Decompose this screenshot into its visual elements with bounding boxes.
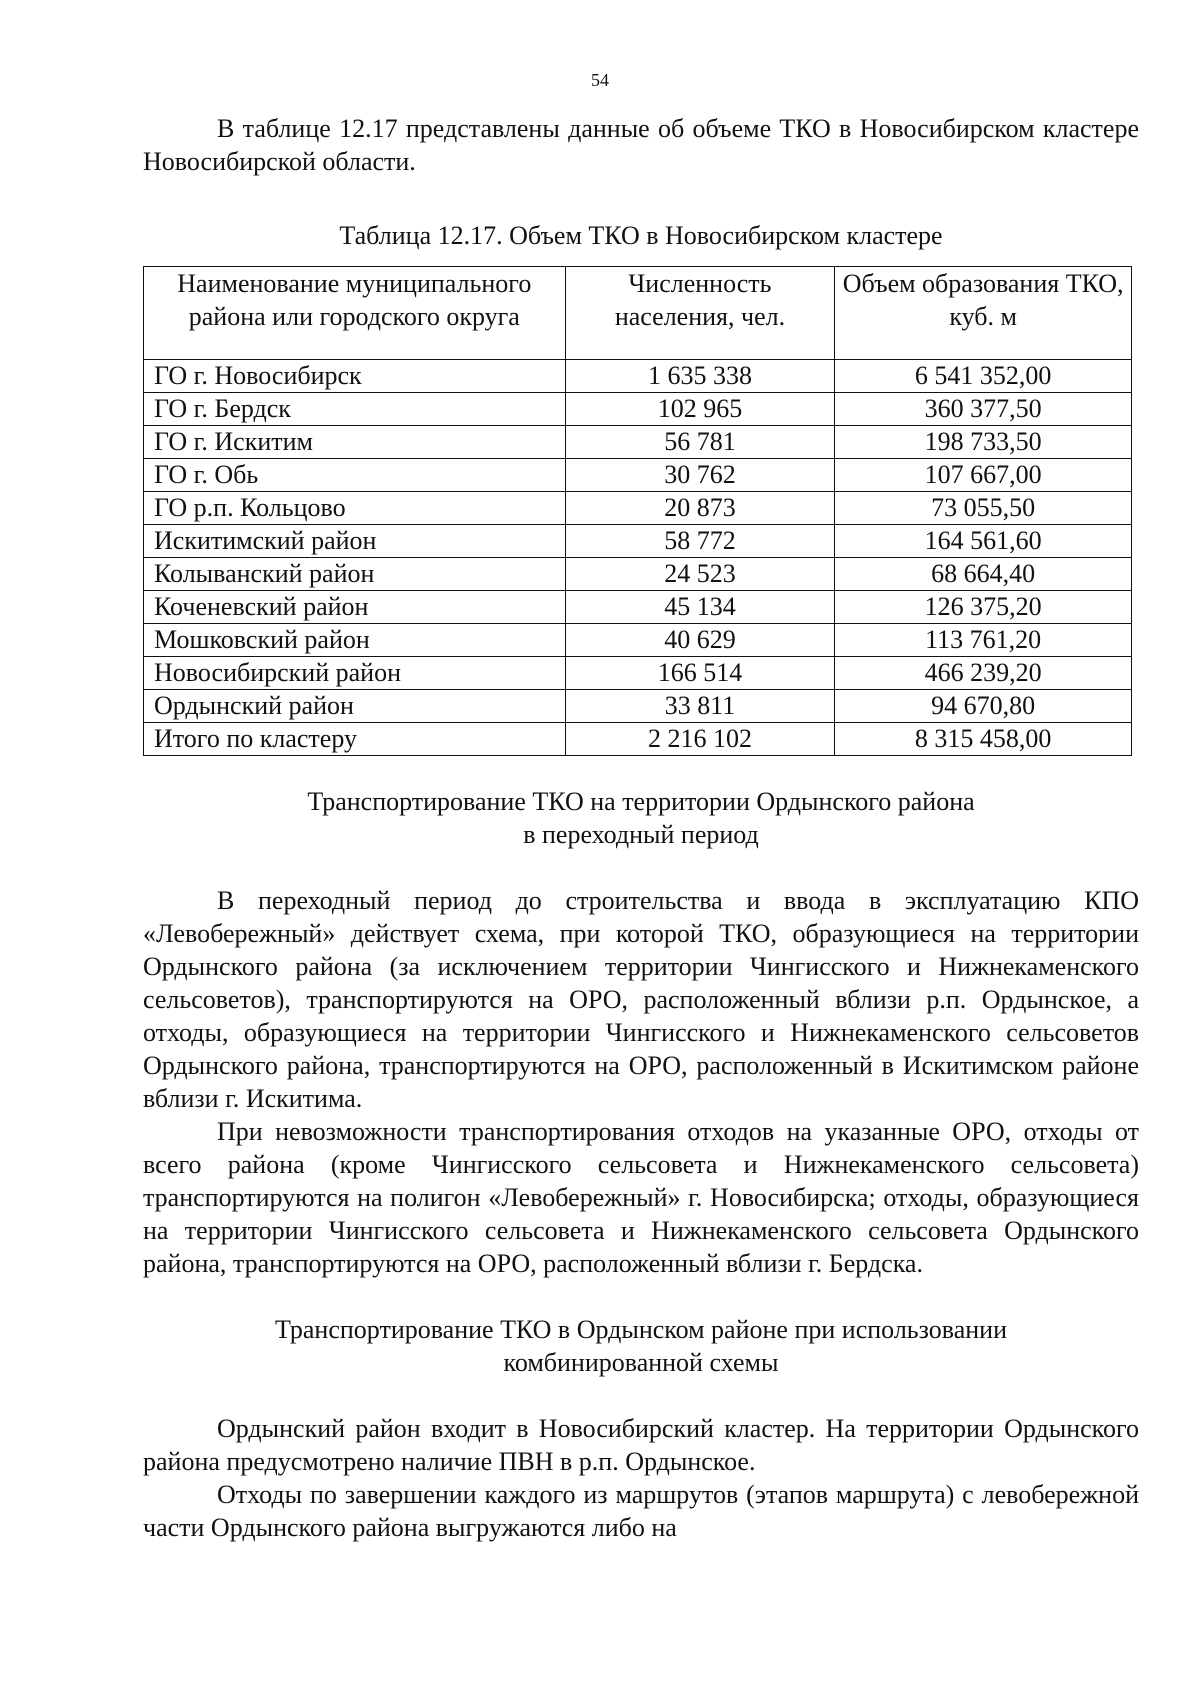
tko-volume-cell: 107 667,00 — [835, 459, 1132, 492]
body-paragraph: Отходы по завершении каждого из маршрутов (этапов маршрута) с левобережной части Ордынского района выгружаются либо на — [143, 1480, 1139, 1542]
population-cell: 56 781 — [565, 426, 835, 459]
column-header-tko-volume: Объем образования ТКО, куб. м — [835, 267, 1132, 360]
population-cell: 24 523 — [565, 558, 835, 591]
district-name-cell: Ордынский район — [144, 690, 566, 723]
body-paragraph: В переходный период до строительства и ввода в эксплуатацию КПО «Левобережный» действует схема, при которой ТКО, образующиеся на территории Ордынского района (за исключением территории Чингисского и Нижнекаменского сельсоветов), транспортируются на ОРО, расположенный вблизи р.п. Ордынское, а отходы, образующиеся на территории Чингисского и Нижнекаменского сельсоветов Ордынского района, транспортируются на ОРО, расположенный в Искитимском районе вблизи г. Искитима. — [143, 886, 1139, 1113]
section-heading-combined-scheme — [143, 1313, 1139, 1379]
column-header-population: Численность населения, чел. — [565, 267, 835, 360]
table-row — [144, 591, 1132, 624]
section-heading-transitional — [143, 785, 1139, 851]
table-total-row — [144, 723, 1132, 756]
tko-volume-cell: 73 055,50 — [835, 492, 1132, 525]
population-cell: 166 514 — [565, 657, 835, 690]
population-cell: 30 762 — [565, 459, 835, 492]
population-cell: 1 635 338 — [565, 360, 835, 393]
population-cell: 20 873 — [565, 492, 835, 525]
population-cell: 102 965 — [565, 393, 835, 426]
tko-volume-cell: 164 561,60 — [835, 525, 1132, 558]
district-name-cell: ГО г. Бердск — [144, 393, 566, 426]
body-paragraph: При невозможности транспортирования отходов на указанные ОРО, отходы от всего района (кроме Чингисского сельсовета и Нижнекаменского сельсовета) транспортируются на полигон «Левобережный» г. Новосибирска; отходы, образующиеся на территории Чингисского сельсовета и Нижнекаменского сельсовета Ордынского района, транспортируются на ОРО, расположенный вблизи г. Бердска. — [143, 1117, 1139, 1278]
district-name-cell: ГО г. Обь — [144, 459, 566, 492]
table-row — [144, 459, 1132, 492]
district-name-cell: Коченевский район — [144, 591, 566, 624]
district-name-cell: Новосибирский район — [144, 657, 566, 690]
total-tko-volume-cell: 8 315 458,00 — [835, 723, 1132, 756]
table-row — [144, 558, 1132, 591]
section-heading-line: в переходный период — [523, 820, 759, 849]
table-row — [144, 657, 1132, 690]
tko-volume-cell: 113 761,20 — [835, 624, 1132, 657]
population-cell: 40 629 — [565, 624, 835, 657]
body-paragraph: Ордынский район входит в Новосибирский кластер. На территории Ордынского района предусмотрено наличие ПВН в р.п. Ордынское. — [143, 1414, 1139, 1476]
district-name-cell: ГО г. Новосибирск — [144, 360, 566, 393]
district-name-cell: ГО г. Искитим — [144, 426, 566, 459]
column-header-district: Наименование муниципального района или городского округа — [144, 267, 566, 360]
tko-volume-table — [143, 266, 1132, 756]
district-name-cell: Мошковский район — [144, 624, 566, 657]
district-name-cell: ГО р.п. Кольцово — [144, 492, 566, 525]
table-header-row — [144, 267, 1132, 360]
section-heading-line: комбинированной схемы — [503, 1348, 779, 1377]
section-heading-line: Транспортирование ТКО на территории Ордынского района — [307, 787, 975, 816]
total-label-cell: Итого по кластеру — [144, 723, 566, 756]
table-row — [144, 525, 1132, 558]
table-caption: Таблица 12.17. Объем ТКО в Новосибирском кластере — [339, 221, 943, 250]
table-row — [144, 624, 1132, 657]
tko-volume-cell: 126 375,20 — [835, 591, 1132, 624]
population-cell: 33 811 — [565, 690, 835, 723]
district-name-cell: Колыванский район — [144, 558, 566, 591]
section-heading-line: Транспортирование ТКО в Ордынском районе при использовании — [275, 1315, 1007, 1344]
intro-paragraph: В таблице 12.17 представлены данные об объеме ТКО в Новосибирском кластере Новосибирской области. — [143, 114, 1139, 176]
document-body — [143, 112, 1139, 1544]
population-cell: 58 772 — [565, 525, 835, 558]
table-row — [144, 690, 1132, 723]
tko-volume-cell: 68 664,40 — [835, 558, 1132, 591]
page-number: 54 — [591, 70, 609, 90]
table-row — [144, 393, 1132, 426]
tko-volume-cell: 360 377,50 — [835, 393, 1132, 426]
tko-volume-cell: 6 541 352,00 — [835, 360, 1132, 393]
tko-volume-cell: 466 239,20 — [835, 657, 1132, 690]
tko-volume-cell: 94 670,80 — [835, 690, 1132, 723]
table-row — [144, 426, 1132, 459]
table-row — [144, 360, 1132, 393]
population-cell: 45 134 — [565, 591, 835, 624]
total-population-cell: 2 216 102 — [565, 723, 835, 756]
table-row — [144, 492, 1132, 525]
district-name-cell: Искитимский район — [144, 525, 566, 558]
tko-volume-cell: 198 733,50 — [835, 426, 1132, 459]
